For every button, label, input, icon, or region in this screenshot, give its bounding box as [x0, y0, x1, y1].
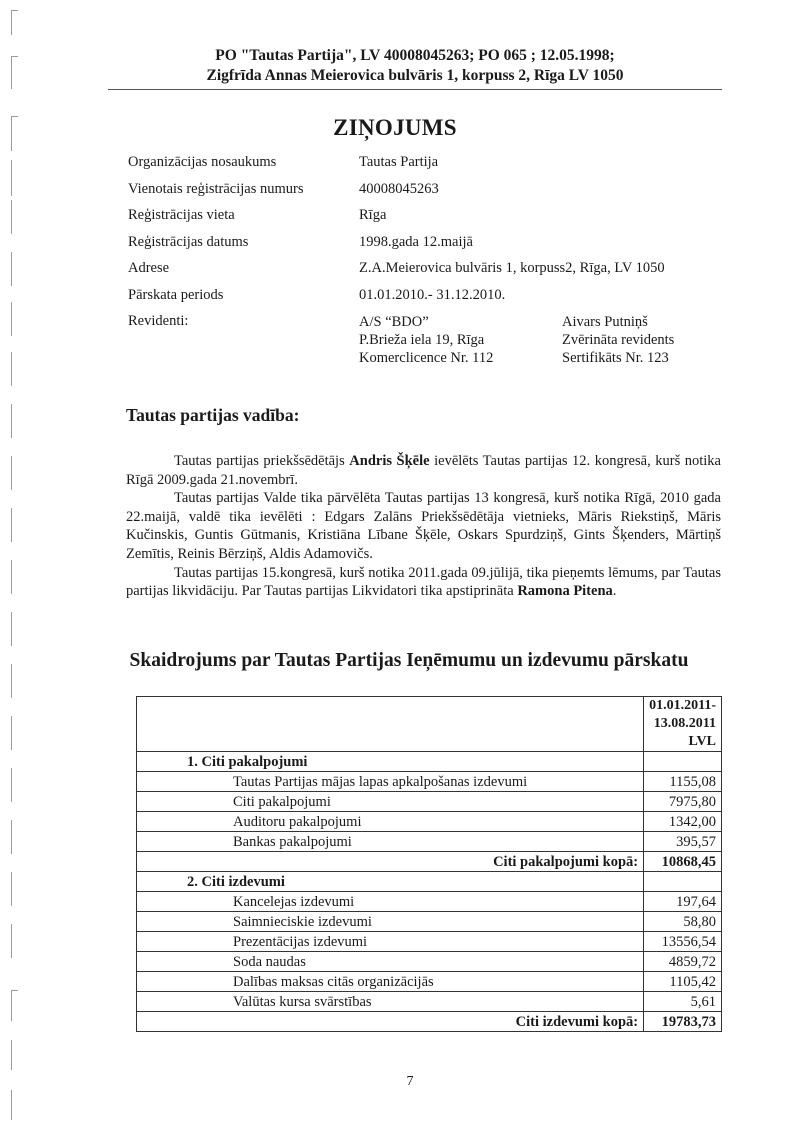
period-end: 13.08.2011	[653, 716, 716, 731]
item-label: Tautas Partijas mājas lapas apkalpošanas izdevumi	[137, 772, 644, 792]
item-label: Valūtas kursa svārstības	[137, 992, 644, 1012]
table-row	[137, 992, 722, 1012]
item-label: Auditoru pakalpojumi	[137, 812, 644, 832]
item-value: 4859,72	[644, 952, 722, 972]
section-row	[137, 752, 722, 772]
total-label: Citi pakalpojumi kopā:	[137, 852, 644, 872]
item-value: 13556,54	[644, 932, 722, 952]
section-title: 2. Citi izdevumi	[137, 872, 644, 892]
period-header-cell	[644, 697, 722, 752]
auditor-person	[562, 313, 674, 367]
item-value: 197,64	[644, 892, 722, 912]
header-line-1: PO "Tautas Partija", LV 40008045263; PO 065 ; 12.05.1998;	[215, 47, 615, 64]
info-label: Adrese	[128, 260, 170, 276]
table-row	[137, 972, 722, 992]
auditor-company-address: P.Brieža iela 19, Rīga	[359, 332, 485, 348]
total-row	[137, 1012, 722, 1032]
item-label: Dalības maksas citās organizācijās	[137, 972, 644, 992]
item-label: Soda naudas	[137, 952, 644, 972]
auditor-company-name: A/S “BDO”	[359, 314, 429, 330]
paragraph-chairman	[126, 452, 721, 489]
liquidator-name: Ramona Pitena	[517, 583, 613, 600]
auditor-company-license: Komerclicence Nr. 112	[359, 350, 494, 366]
total-row	[137, 852, 722, 872]
item-value: 58,80	[644, 912, 722, 932]
section-row	[137, 872, 722, 892]
info-row	[128, 234, 728, 261]
chairman-name: Andris Šķēle	[349, 453, 430, 469]
period-start: 01.01.2011-	[649, 698, 716, 713]
total-value: 10868,45	[644, 852, 722, 872]
table-row	[137, 892, 722, 912]
section-value-blank	[644, 752, 722, 772]
info-value: Rīga	[359, 207, 387, 223]
info-row	[128, 207, 728, 234]
table-row	[137, 772, 722, 792]
info-row	[128, 181, 728, 208]
item-label: Bankas pakalpojumi	[137, 832, 644, 852]
leadership-heading: Tautas partijas vadība:	[126, 405, 300, 425]
item-label: Kancelejas izdevumi	[137, 892, 644, 912]
total-value: 19783,73	[644, 1012, 722, 1032]
auditors-label: Revidenti:	[128, 313, 189, 329]
table-row	[137, 792, 722, 812]
info-label: Vienotais reģistrācijas numurs	[128, 180, 304, 197]
section-value-blank	[644, 872, 722, 892]
paragraph-liquidation	[126, 564, 721, 601]
table-header-row	[137, 697, 722, 752]
item-value: 5,61	[644, 992, 722, 1012]
info-label: Pārskata periods	[128, 286, 224, 303]
paragraph-board: Tautas partijas Valde tika pārvēlēta Tautas partijas 13 kongresā, kurš notika Rīgā, 2010 gada 22.maijā, valdē tika ievēlēti : Edgars Zalāns Priekšsēdētāja vietnieks, Māris Riekstiņš, Māris Kučinskis, Guntis Gūtmanis, Kristiāna Lībane Šķēle, Oskars Spurdziņš, Gints Šķenders, Mārtiņš Zemītis, Reinis Bērziņš, Aldis Adamovičs.	[126, 490, 721, 562]
header-divider	[108, 89, 722, 90]
table-row	[137, 812, 722, 832]
scan-binding-marks	[11, 0, 15, 1131]
text: Tautas partijas priekšsēdētājs	[174, 453, 350, 469]
table-row	[137, 952, 722, 972]
auditors-details	[359, 313, 728, 367]
item-value: 1342,00	[644, 812, 722, 832]
table-row	[137, 912, 722, 932]
item-value: 1155,08	[644, 772, 722, 792]
text: ievēlēts Tautas partijas 12. kongresā, kurš notika Rīgā 2009.gada 21.novembrī.	[126, 453, 721, 488]
header-line-2: Zigfrīda Annas Meierovica bulvāris 1, korpuss 2, Rīga LV 1050	[206, 67, 624, 84]
auditor-person-name: Aivars Putniņš	[562, 314, 648, 330]
info-label: Reģistrācijas vieta	[128, 207, 235, 223]
text: Tautas partijas 15.kongresā, kurš notika 2011.gada 09.jūlijā, tika pieņemts lēmums, par Tautas partijas likvidāciju. Par Tautas partijas Likvidatori tika apstiprināta	[126, 564, 721, 600]
info-label: Organizācijas nosaukums	[128, 154, 277, 170]
item-label: Citi pakalpojumi	[137, 792, 644, 812]
info-row	[128, 154, 728, 181]
info-row	[128, 287, 728, 314]
document-title: ZIŅOJUMS	[333, 115, 457, 140]
info-value: 1998.gada 12.maijā	[359, 233, 473, 250]
info-row	[128, 260, 728, 287]
auditor-company	[359, 313, 562, 367]
document-header	[108, 46, 722, 86]
item-value: 1105,42	[644, 972, 722, 992]
auditor-person-title: Zvērināta revidents	[562, 332, 675, 348]
auditor-person-certificate: Sertifikāts Nr. 123	[562, 350, 669, 366]
item-value: 7975,80	[644, 792, 722, 812]
section-title: 1. Citi pakalpojumi	[137, 752, 644, 772]
info-value: 01.01.2010.- 31.12.2010.	[359, 286, 506, 303]
currency: LVL	[688, 734, 716, 749]
expense-table	[136, 696, 722, 1032]
table-row	[137, 932, 722, 952]
organization-info	[128, 154, 728, 366]
item-value: 395,57	[644, 832, 722, 852]
total-label: Citi izdevumi kopā:	[137, 1012, 644, 1032]
info-label: Reģistrācijas datums	[128, 233, 249, 250]
info-value: Z.A.Meierovica bulvāris 1, korpuss2, Rīga, LV 1050	[359, 260, 665, 276]
statement-heading: Skaidrojums par Tautas Partijas Ieņēmumu un izdevumu pārskatu	[129, 650, 689, 671]
item-label: Saimnieciskie izdevumi	[137, 912, 644, 932]
header-blank-cell	[137, 697, 644, 752]
auditors-row	[128, 313, 728, 366]
info-value: Tautas Partija	[359, 154, 439, 170]
info-value: 40008045263	[359, 180, 439, 197]
text: .	[612, 583, 617, 600]
item-label: Prezentācijas izdevumi	[137, 932, 644, 952]
leadership-text	[126, 452, 721, 601]
table-row	[137, 832, 722, 852]
page-number: 7	[406, 1074, 414, 1089]
